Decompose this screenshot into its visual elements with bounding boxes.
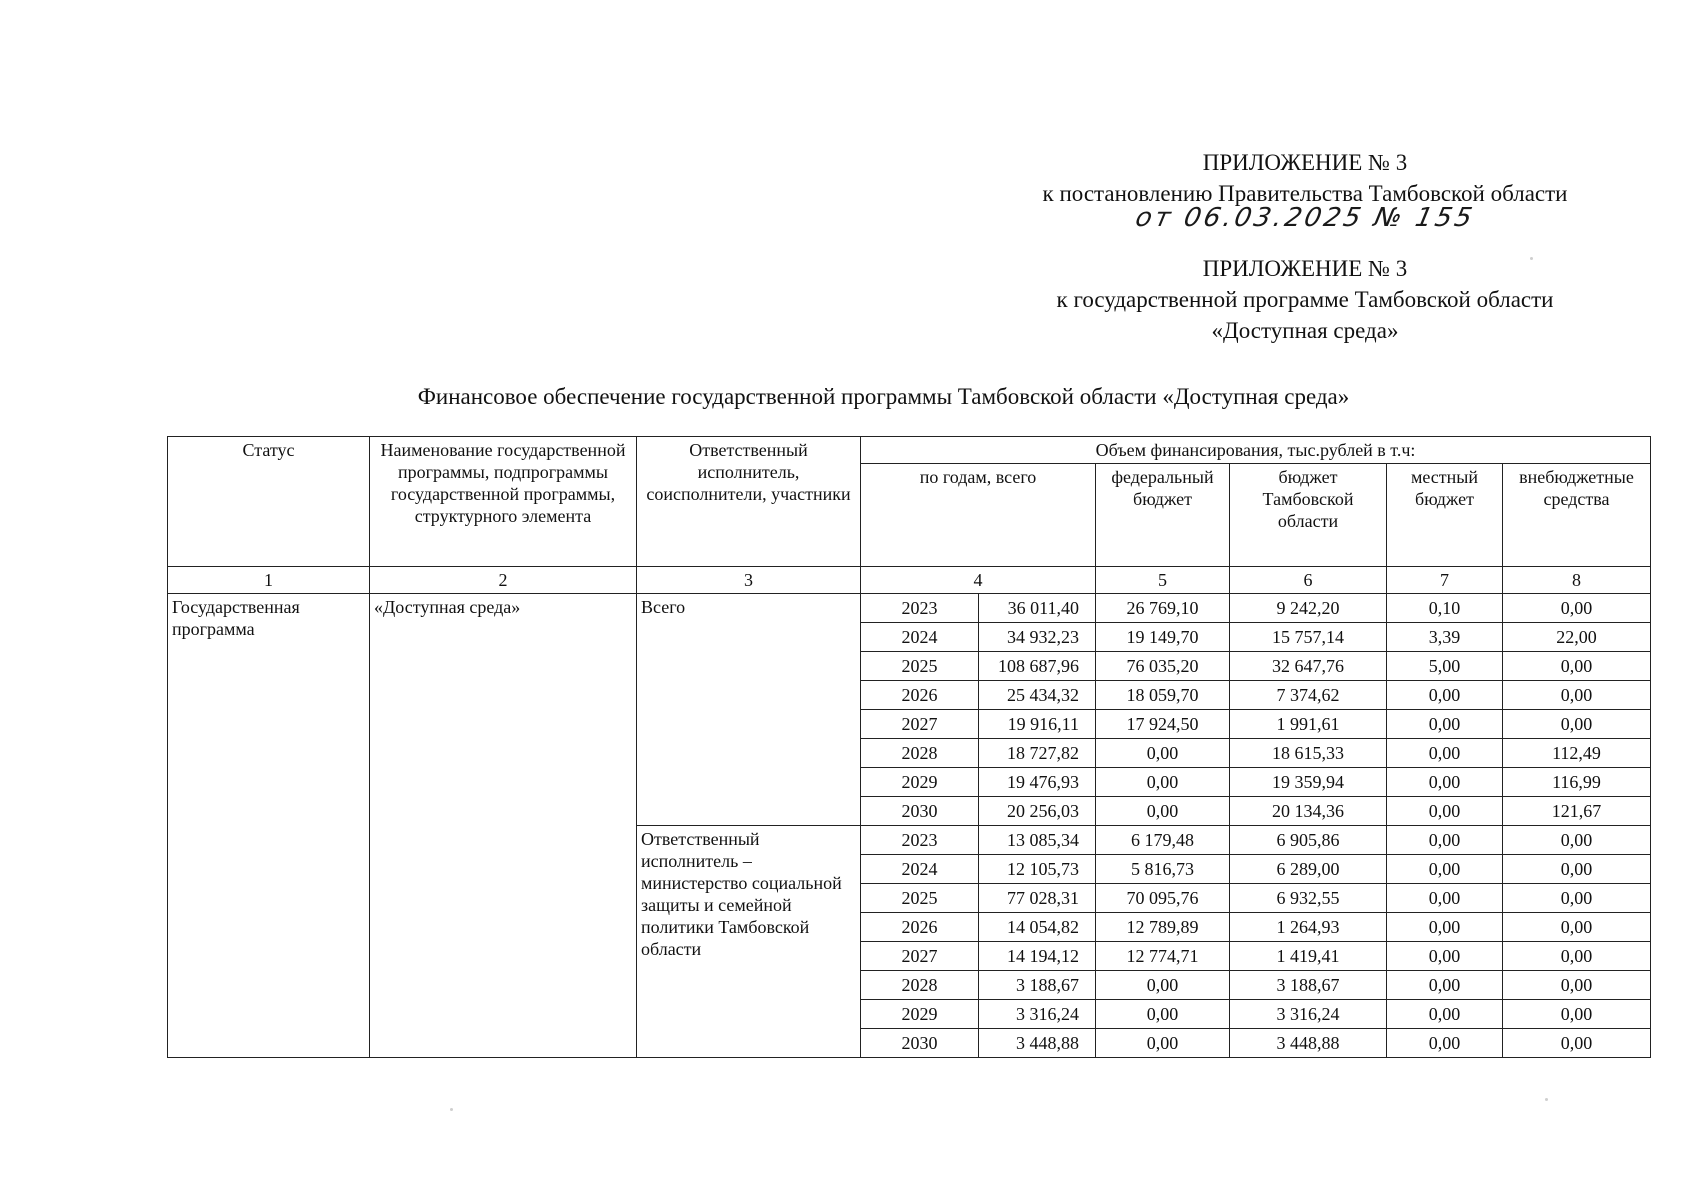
program-name-cell: «Доступная среда» [370,594,637,1058]
regional-cell: 1 419,41 [1230,942,1387,971]
column-number: 6 [1230,567,1387,594]
financing-table [167,436,1651,1058]
handwritten-date-number: от 06.03.2025 № 155 [1132,203,1478,233]
local-cell: 0,00 [1387,739,1503,768]
total-cell: 108 687,96 [979,652,1096,681]
federal-cell: 5 816,73 [1096,855,1230,884]
header-regional: бюджет Тамбовской области [1230,464,1387,567]
header-program-name: Наименование государственной программы, подпрограммы государственной программы, структурного элемента [370,437,637,567]
regional-cell: 18 615,33 [1230,739,1387,768]
federal-cell: 0,00 [1096,1000,1230,1029]
financing-table-body [168,594,1651,1058]
year-cell: 2026 [861,681,979,710]
federal-cell: 0,00 [1096,768,1230,797]
extra-cell: 0,00 [1503,826,1651,855]
total-cell: 20 256,03 [979,797,1096,826]
total-cell: 34 932,23 [979,623,1096,652]
federal-cell: 18 059,70 [1096,681,1230,710]
local-cell: 0,10 [1387,594,1503,623]
total-cell: 36 011,40 [979,594,1096,623]
year-cell: 2029 [861,768,979,797]
year-cell: 2029 [861,1000,979,1029]
federal-cell: 0,00 [1096,1029,1230,1058]
appendix-header-resolution [1005,147,1605,233]
regional-cell: 20 134,36 [1230,797,1387,826]
year-cell: 2027 [861,942,979,971]
year-cell: 2025 [861,652,979,681]
federal-cell: 0,00 [1096,971,1230,1000]
regional-cell: 32 647,76 [1230,652,1387,681]
appendix-program-name: «Доступная среда» [1211,318,1399,343]
executor-cell: Ответственный исполнитель – министерство социальной защиты и семейной политики Тамбовской области [637,826,861,1058]
header-local: местный бюджет [1387,464,1503,567]
extra-cell: 0,00 [1503,594,1651,623]
header-funding-group: Объем финансирования, тыс.рублей в т.ч: [861,437,1651,464]
year-cell: 2025 [861,884,979,913]
appendix-title: ПРИЛОЖЕНИЕ № 3 [1202,150,1408,175]
extra-cell: 0,00 [1503,710,1651,739]
regional-cell: 19 359,94 [1230,768,1387,797]
regional-cell: 1 991,61 [1230,710,1387,739]
local-cell: 0,00 [1387,768,1503,797]
year-cell: 2024 [861,855,979,884]
scan-speck [1530,257,1533,260]
column-number: 5 [1096,567,1230,594]
column-number: 3 [637,567,861,594]
local-cell: 0,00 [1387,913,1503,942]
local-cell: 0,00 [1387,1000,1503,1029]
federal-cell: 17 924,50 [1096,710,1230,739]
year-cell: 2027 [861,710,979,739]
status-cell: Государственная программа [168,594,370,1058]
total-cell: 19 916,11 [979,710,1096,739]
executor-cell: Всего [637,594,861,826]
local-cell: 0,00 [1387,855,1503,884]
column-number: 8 [1503,567,1651,594]
extra-cell: 0,00 [1503,681,1651,710]
document-title: Финансовое обеспечение государственной программы Тамбовской области «Доступная среда» [417,384,1350,409]
federal-cell: 0,00 [1096,797,1230,826]
extra-cell: 0,00 [1503,652,1651,681]
column-numbers-row [168,567,1651,594]
extra-cell: 0,00 [1503,855,1651,884]
appendix-title: ПРИЛОЖЕНИЕ № 3 [1202,256,1408,281]
appendix-header-program [1005,253,1605,346]
header-by-years: по годам, всего [861,464,1096,567]
total-cell: 12 105,73 [979,855,1096,884]
regional-cell: 1 264,93 [1230,913,1387,942]
total-cell: 13 085,34 [979,826,1096,855]
header-extra: внебюджетные средства [1503,464,1651,567]
header-executor: Ответственный исполнитель, соисполнители, участники [637,437,861,567]
extra-cell: 22,00 [1503,623,1651,652]
total-cell: 14 054,82 [979,913,1096,942]
extra-cell: 116,99 [1503,768,1651,797]
extra-cell: 0,00 [1503,1029,1651,1058]
table-row [168,594,1651,623]
column-number: 7 [1387,567,1503,594]
year-cell: 2030 [861,1029,979,1058]
federal-cell: 0,00 [1096,739,1230,768]
regional-cell: 15 757,14 [1230,623,1387,652]
local-cell: 0,00 [1387,884,1503,913]
extra-cell: 0,00 [1503,971,1651,1000]
total-cell: 18 727,82 [979,739,1096,768]
federal-cell: 76 035,20 [1096,652,1230,681]
federal-cell: 6 179,48 [1096,826,1230,855]
total-cell: 14 194,12 [979,942,1096,971]
header-status: Статус [168,437,370,567]
federal-cell: 26 769,10 [1096,594,1230,623]
extra-cell: 0,00 [1503,942,1651,971]
scan-speck [1545,1098,1548,1101]
extra-cell: 0,00 [1503,884,1651,913]
federal-cell: 12 774,71 [1096,942,1230,971]
year-cell: 2030 [861,797,979,826]
regional-cell: 3 448,88 [1230,1029,1387,1058]
regional-cell: 3 188,67 [1230,971,1387,1000]
extra-cell: 112,49 [1503,739,1651,768]
appendix-subtitle: к постановлению Правительства Тамбовской области [1042,181,1568,206]
total-cell: 3 316,24 [979,1000,1096,1029]
year-cell: 2026 [861,913,979,942]
federal-cell: 19 149,70 [1096,623,1230,652]
year-cell: 2024 [861,623,979,652]
regional-cell: 6 905,86 [1230,826,1387,855]
year-cell: 2028 [861,739,979,768]
extra-cell: 121,67 [1503,797,1651,826]
column-number: 2 [370,567,637,594]
column-number: 4 [861,567,1096,594]
total-cell: 19 476,93 [979,768,1096,797]
extra-cell: 0,00 [1503,913,1651,942]
local-cell: 3,39 [1387,623,1503,652]
year-cell: 2023 [861,826,979,855]
local-cell: 0,00 [1387,681,1503,710]
local-cell: 0,00 [1387,710,1503,739]
regional-cell: 6 289,00 [1230,855,1387,884]
appendix-subtitle: к государственной программе Тамбовской области [1056,287,1554,312]
regional-cell: 3 316,24 [1230,1000,1387,1029]
federal-cell: 12 789,89 [1096,913,1230,942]
local-cell: 0,00 [1387,942,1503,971]
header-federal: федеральный бюджет [1096,464,1230,567]
extra-cell: 0,00 [1503,1000,1651,1029]
total-cell: 25 434,32 [979,681,1096,710]
regional-cell: 9 242,20 [1230,594,1387,623]
column-number: 1 [168,567,370,594]
scan-speck [450,1108,453,1111]
federal-cell: 70 095,76 [1096,884,1230,913]
local-cell: 0,00 [1387,797,1503,826]
total-cell: 77 028,31 [979,884,1096,913]
regional-cell: 6 932,55 [1230,884,1387,913]
local-cell: 0,00 [1387,971,1503,1000]
year-cell: 2028 [861,971,979,1000]
local-cell: 0,00 [1387,1029,1503,1058]
year-cell: 2023 [861,594,979,623]
local-cell: 0,00 [1387,826,1503,855]
regional-cell: 7 374,62 [1230,681,1387,710]
total-cell: 3 188,67 [979,971,1096,1000]
total-cell: 3 448,88 [979,1029,1096,1058]
local-cell: 5,00 [1387,652,1503,681]
